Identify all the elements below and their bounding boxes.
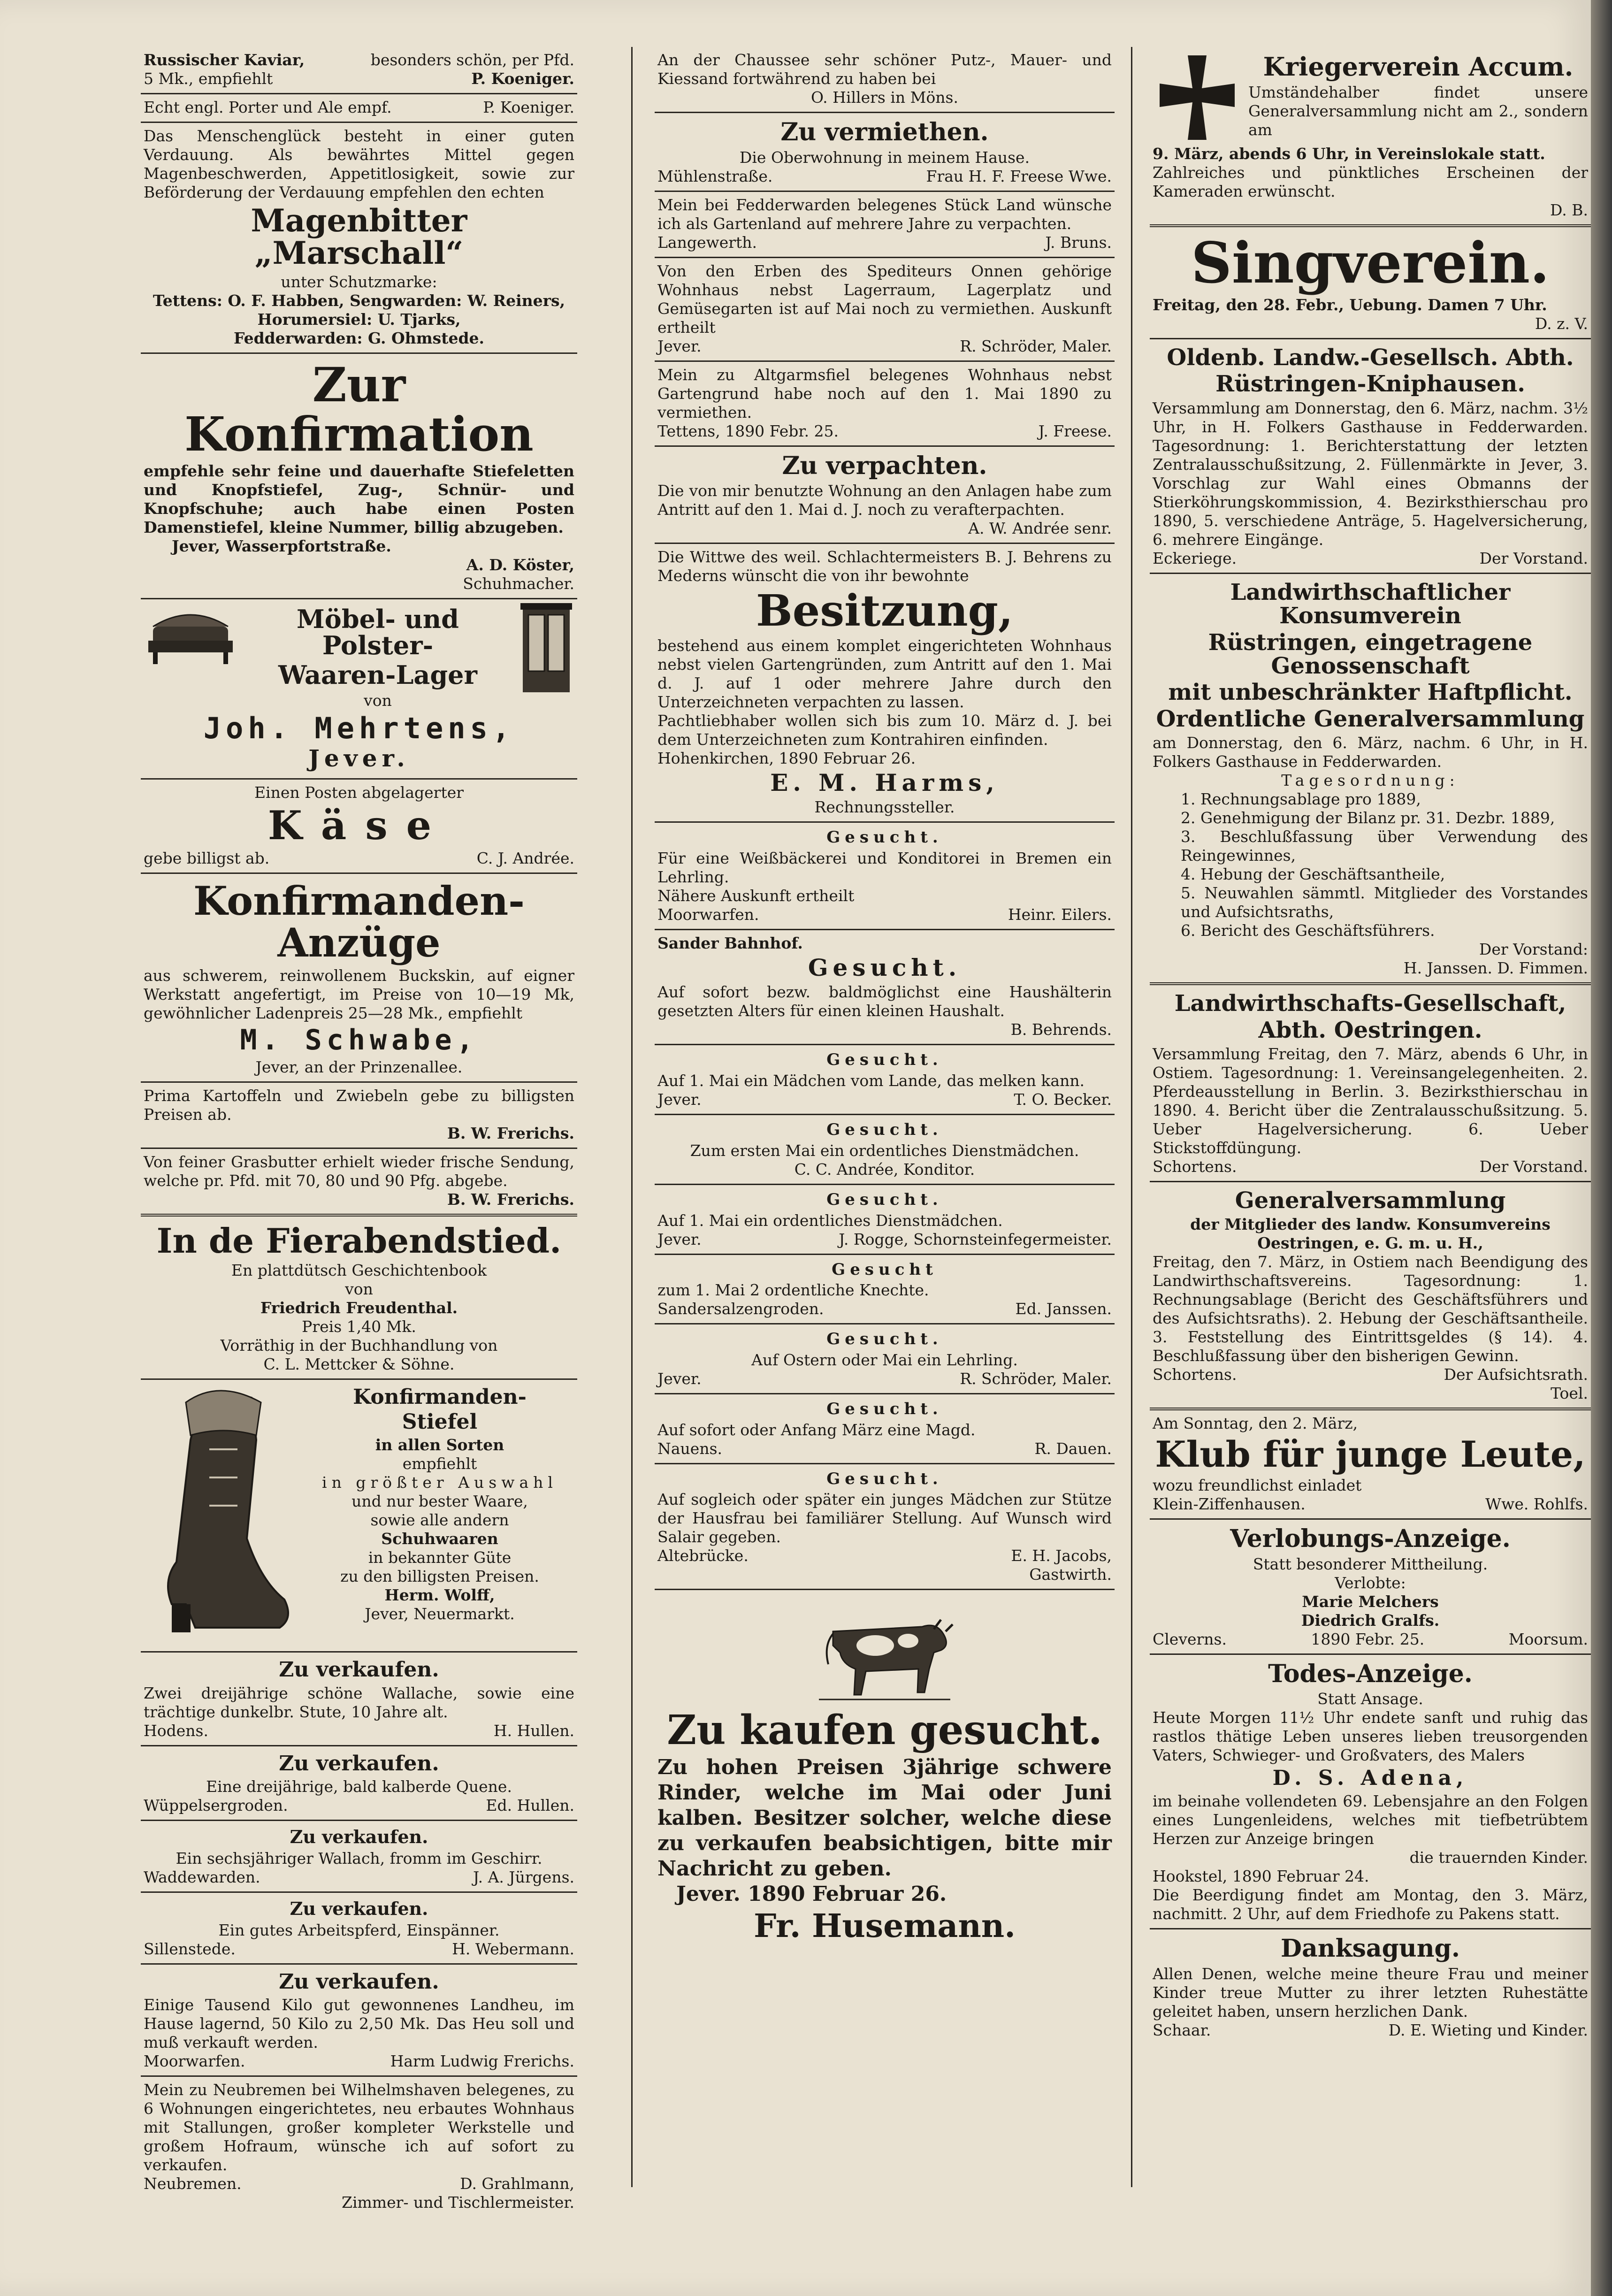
ad-text: Ein sechsjähriger Wallach, fromm im Geschirr. (176, 1849, 542, 1867)
ad-title: mit unbeschränkter Haftpflicht. (1168, 679, 1573, 706)
ad-land-fedderwarden (655, 192, 1115, 258)
ad-text: Rechnungssteller. (814, 798, 955, 817)
ad-danksagung (1150, 1929, 1591, 2044)
ad-signature: R. Dauen. (1034, 1439, 1112, 1458)
ad-gesucht-dienstmaedchen-rogge (655, 1185, 1115, 1255)
ad-text: Die Wittwe des weil. Schlachtermeisters B. J. Behrens zu Mederns wünscht die von ihr bewohnte (657, 548, 1112, 585)
ad-text: Hohenkirchen, 1890 Februar 26. (657, 749, 916, 767)
ad-verpachten-wohnung (655, 447, 1115, 544)
ad-todes-anzeige (1150, 1655, 1591, 1930)
ad-title: Konfirmanden- (353, 1385, 527, 1409)
ad-signature: J. Rogge, Schornsteinfegermeister. (839, 1230, 1112, 1248)
ad-text: Statt Ansage. (1317, 1690, 1423, 1708)
ad-signature: H. Janssen. D. Fimmen. (1403, 959, 1588, 978)
ad-verkaufen-landheu (141, 1965, 577, 2077)
ad-title: Besitzung, (756, 585, 1013, 636)
ad-signature: P. Koeniger. (471, 69, 574, 88)
ad-text: Klein-Ziffenhausen. (1153, 1495, 1306, 1514)
ad-text: Jever. (657, 1369, 702, 1388)
ad-text: Für eine Weißbäckerei und Konditorei in Bremen ein Lehrling. (657, 849, 1112, 886)
ad-text: Freitag, den 28. Febr., Uebung. Damen 7 Uhr. (1153, 296, 1547, 314)
ad-text: Zwei dreijährige schöne Wallache, sowie eine trächtige dunkelbr. Stute, 10 Jahre alt. (144, 1684, 574, 1721)
ad-signature: Frau H. F. Freese Wwe. (926, 167, 1112, 185)
ad-text: Die Beerdigung findet am Montag, den 3. März, nachmitt. 2 Uhr, auf dem Friedhofe zu Pakens statt. (1153, 1886, 1588, 1923)
ad-moebel (141, 599, 577, 780)
ad-title: Landwirthschaftlicher Konsumverein (1230, 579, 1511, 629)
ad-signature: Herm. Wolff, (384, 1585, 495, 1604)
ad-text: Jever, Neuermarkt. (365, 1604, 515, 1623)
ad-text: Wüppelsergroden. (144, 1796, 288, 1814)
ad-list-item: 3. Beschlußfassung über Verwendung des Reingewinnes, (1181, 827, 1588, 865)
ad-title: Klub für junge Leute, (1155, 1433, 1586, 1476)
ad-konfirmation (141, 354, 577, 599)
ad-text: in allen Sorten (375, 1435, 504, 1454)
ad-wohnhaus-neubremen (141, 2077, 577, 2217)
ad-text: 1890 Febr. 25. (1311, 1630, 1425, 1648)
ad-title: Stiefel (402, 1409, 478, 1434)
ad-signature: Der Vorstand. (1479, 549, 1588, 567)
ad-signature: D. z. V. (1535, 314, 1588, 333)
ad-besitzung (655, 544, 1115, 823)
ad-text: Altebrücke. (657, 1546, 749, 1565)
ad-title: Gesucht. (826, 1190, 943, 1209)
ad-text: Tettens: O. F. Habben, Sengwarden: W. Reiners, (153, 291, 565, 310)
ad-landw-gesellschaft-oestringen (1150, 985, 1591, 1182)
ad-title: Zu verkaufen. (279, 1751, 439, 1776)
ad-title: Zu verkaufen. (290, 1898, 428, 1919)
ad-title: Zu verpachten. (782, 451, 987, 480)
ad-signature: Ed. Janssen. (1015, 1300, 1112, 1318)
ad-title: Rüstringen, eingetragene Genossenschaft (1208, 629, 1533, 679)
ad-title: Abth. Oestringen. (1258, 1017, 1482, 1043)
ad-text: wozu freundlichst einladet (1153, 1476, 1362, 1495)
ad-text: Von feiner Grasbutter erhielt wieder frische Sendung, welche pr. Pfd. mit 70, 80 und 90 Pfg. abgebe. (144, 1152, 574, 1190)
ad-text: Mühlenstraße. (657, 167, 773, 185)
ad-text: Preis 1,40 Mk. (302, 1317, 416, 1336)
ad-gesucht-knechte (655, 1255, 1115, 1325)
ad-signature: J. A. Jürgens. (473, 1867, 574, 1886)
ad-verkaufen-wallache (141, 1653, 577, 1746)
ad-signature: A. D. Köster, (466, 555, 574, 574)
ad-text: Einen Posten abgelagerter (254, 783, 464, 802)
ad-text: empfehle sehr feine und dauerhafte Stiefeletten und Knopfstiefel, Zug-, Schnür- und Knopfschuhe; auch habe einen Posten Damenstiefel, kleine Nummer, billig abzugeben. (144, 461, 574, 536)
ad-text: Neubremen. (144, 2174, 242, 2193)
ad-text: in bekannter Güte (368, 1548, 512, 1567)
ad-signature: T. O. Becker. (1014, 1090, 1112, 1109)
ad-text: Schortens. (1153, 1157, 1237, 1176)
ad-title: Verlobungs-Anzeige. (1230, 1524, 1511, 1554)
ad-signature: D. Grahlmann, (460, 2174, 574, 2193)
ad-title: Todes-Anzeige. (1268, 1659, 1473, 1688)
ad-signature: Der Vorstand. (1479, 1157, 1588, 1176)
ad-signature: Harm Ludwig Frerichs. (390, 2051, 574, 2070)
iron-cross-icon (1153, 51, 1242, 145)
ad-text: am Donnerstag, den 6. März, nachm. 6 Uhr, in H. Folkers Gasthause in Fedderwarden. (1153, 734, 1588, 771)
ad-singverein (1150, 227, 1591, 339)
ad-title: Gesucht. (826, 1330, 943, 1349)
ad-text: zum 1. Mai 2 ordentliche Knechte. (657, 1281, 929, 1300)
ad-sander-bahnhof (655, 930, 1115, 1046)
ad-text: empfiehlt (402, 1454, 477, 1473)
ad-text: Die Oberwohnung in meinem Hause. (739, 148, 1030, 167)
ad-text: Auf Ostern oder Mai ein Lehrling. (751, 1350, 1018, 1369)
ad-verkaufen-quene (141, 1746, 577, 1821)
ad-text: besonders schön, per Pfd. (370, 51, 574, 69)
ad-text: Sillenstede. (144, 1939, 236, 1958)
ad-text: Schaar. (1153, 2021, 1211, 2040)
ad-title: Gesucht. (826, 828, 943, 847)
ad-text: Prima Kartoffeln und Zwiebeln gebe zu billigsten Preisen ab. (144, 1086, 574, 1124)
ad-list-item: 5. Neuwahlen sämmtl. Mitglieder des Vorstandes und Aufsichtsraths, (1181, 884, 1588, 921)
ad-title: Gesucht. (826, 1120, 943, 1140)
ad-text: Auf 1. Mai ein Mädchen vom Lande, das melken kann. (657, 1071, 1085, 1090)
ad-text: Eine dreijährige, bald kalberde Quene. (206, 1777, 512, 1796)
ad-signature: J. Bruns. (1045, 233, 1112, 252)
ad-grasbutter (141, 1149, 577, 1217)
ad-text: Umständehalber findet unsere Generalversammlung nicht am 2., sondern am (1248, 83, 1588, 139)
ad-title: Zu verkaufen. (290, 1826, 428, 1847)
ad-text: Jever. 1890 Februar 26. (676, 1882, 947, 1906)
ad-list-item: 6. Bericht des Geschäftsführers. (1181, 921, 1435, 940)
ad-text: Zimmer- und Tischlermeister. (342, 2193, 574, 2212)
ad-verkaufen-arbeitspferd (141, 1893, 577, 1965)
ad-text: Tettens, 1890 Febr. 25. (657, 421, 839, 440)
ad-text: Auf sogleich oder später ein junges Mädchen zur Stütze der Hausfrau bei familiärer Stellung. Auf Wunsch wird Salair gegeben. (657, 1490, 1112, 1546)
ad-kaese (141, 780, 577, 874)
ad-klub-junge-leute (1150, 1410, 1591, 1520)
ad-text: Die von mir benutzte Wohnung an den Anlagen habe zum Antritt auf den 1. Mai d. J. noch zu verafterpachten. (657, 482, 1112, 519)
ad-title: Joh. Mehrtens, (203, 711, 515, 745)
ad-text: Am Sonntag, den 2. März, (1153, 1414, 1358, 1433)
ad-text: Schortens. (1153, 1365, 1237, 1384)
ad-text: Moorwarfen. (657, 905, 759, 924)
ad-verkaufen-wallach (141, 1821, 577, 1893)
ad-text: Horumersiel: U. Tjarks, (257, 310, 461, 329)
ad-title: Russischer Kaviar, (144, 51, 305, 69)
ad-text: An der Chaussee sehr schöner Putz-, Mauer- und Kiessand fortwährend zu haben bei (657, 51, 1112, 88)
ad-gesucht-maedchen (655, 1045, 1115, 1115)
ad-title: Gesucht (832, 1260, 938, 1279)
ad-sand (655, 47, 1115, 113)
ad-signature: Heinr. Eilers. (1008, 905, 1112, 924)
ad-text: aus schwerem, reinwollenem Buckskin, auf eigner Werkstatt angefertigt, im Preise von 10—19 Mk, gewöhnlicher Ladenpreis 25—28 Mk., empfiehlt (144, 966, 574, 1022)
ad-text: im beinahe vollendeten 69. Lebensjahre an den Folgen eines Lungenleidens, welches mit tiefbetrübtem Herzen zur Anzeige bringen (1153, 1792, 1588, 1848)
ad-text: Zum ersten Mai ein ordentliches Dienstmädchen. (690, 1141, 1079, 1160)
ad-text: Gastwirth. (1029, 1565, 1112, 1584)
ad-signature: R. Schröder, Maler. (960, 1369, 1112, 1388)
ad-text: Von den Erben des Spediteurs Onnen gehörige Wohnhaus nebst Lagerraum, Lagerplatz und Gemüsegarten ist auf Mai noch zu vermiethen. Auskunft ertheilt (657, 261, 1112, 337)
ad-signature: Fr. Husemann. (754, 1907, 1016, 1945)
sofa-icon (144, 603, 237, 669)
ad-signature: E. H. Jacobs, (1011, 1546, 1112, 1565)
ad-text: Mein bei Fedderwarden belegenes Stück Land wünsche ich als Gartenland auf mehrere Jahre zu verpachten. (657, 195, 1112, 233)
ad-signature: D. B. (1550, 201, 1588, 219)
ad-gesucht-dienstmaedchen-andree (655, 1115, 1115, 1185)
ad-signature: E. M. Harms, (770, 768, 999, 796)
ad-text: Sandersalzengroden. (657, 1300, 824, 1318)
ad-signature: C. J. Andrée. (476, 849, 574, 868)
ad-text: von (345, 1280, 373, 1299)
ad-signature: Ed. Hullen. (486, 1796, 574, 1814)
ad-text: D. S. Adena, (1272, 1766, 1468, 1791)
column-rule (631, 47, 633, 2187)
ad-text: Tagesordnung: (1281, 771, 1459, 790)
ad-wohnhaus-onnen (655, 258, 1115, 362)
ad-signature: R. Schröder, Maler. (960, 337, 1112, 355)
column-right (1150, 47, 1591, 2187)
ad-title: Magenbitter „Marschall“ (251, 202, 467, 272)
ad-text: Mein zu Neubremen bei Wilhelmshaven belegenes, zu 6 Wohnungen eingerichtetes, neu erbautes Wohnhaus mit Stallungen, großer kompleter Werkstelle und großem Hofraum, wünsche ich auf sofort zu verkaufen. (144, 2080, 574, 2174)
ad-text: Versammlung Freitag, den 7. März, abends 6 Uhr, in Ostiem. Tagesordnung: 1. Vereinsangelegenheiten. 2. Pferdeausstellung in Berlin. 3. Bezirksthierschau in 1890. 4. Bericht über die Zentralausschußsitzung. 5. Ueber Hagelversicherung. 6. Ueber Stickstoffdüngung. (1153, 1044, 1588, 1157)
column-middle (655, 47, 1115, 2187)
ad-generalversammlung-oestringen (1150, 1182, 1591, 1410)
ad-text: Statt besonderer Mittheilung. (1253, 1554, 1488, 1573)
ad-text: 5 Mk., empfiehlt (144, 69, 273, 88)
ad-title: Zu vermiethen. (780, 118, 989, 146)
ad-text: Friedrich Freudenthal. (260, 1299, 458, 1317)
ad-signature: Toel. (1551, 1384, 1588, 1403)
ad-text: Jever, an der Prinzenallee. (255, 1057, 463, 1076)
ad-text: Marie Melchers (1302, 1592, 1439, 1611)
ad-text: unter Schutzmarke: (281, 272, 437, 291)
ad-text: der Mitglieder des landw. Konsumvereins Oestringen, e. G. m. u. H., (1190, 1215, 1551, 1253)
ad-gesucht-lehrling-schroeder (655, 1324, 1115, 1394)
ad-kaviar (141, 47, 577, 94)
ad-signature: die trauernden Kinder. (1409, 1848, 1588, 1867)
ad-signature: B. Behrends. (1010, 1020, 1112, 1039)
ad-title: Gesucht. (826, 1050, 943, 1070)
ad-text: Auf sofort bezw. baldmöglichst eine Haushälterin gesetzten Alters für einen kleinen Haushalt. (657, 983, 1112, 1020)
ad-zu-kaufen-gesucht (655, 1590, 1115, 1951)
ad-gesucht-lehrling-bremen (655, 823, 1115, 930)
ad-title: Rüstringen-Kniphausen. (1215, 371, 1525, 398)
ad-text: Vorräthig in der Buchhandlung von (220, 1336, 498, 1355)
ad-kartoffeln (141, 1083, 577, 1149)
boot-icon (144, 1384, 298, 1646)
ad-text: gebe billigst ab. (144, 849, 270, 868)
ad-signature: Wwe. Rohlfs. (1485, 1495, 1588, 1514)
ad-text: Eckeriege. (1153, 549, 1237, 567)
ad-text: bestehend aus einem komplet eingerichteten Wohnhaus nebst vielen Gartengründen, zum Antritt auf den 1. Mai d. J. auf 1 oder mehrere Jahre durch den Unterzeichneten verpachten zu lassen. (657, 636, 1112, 711)
ad-signature: Der Aufsichtsrath. (1444, 1365, 1588, 1384)
ad-title: In de Fierabendstied. (156, 1220, 562, 1261)
ad-text: Diedrich Gralfs. (1301, 1611, 1440, 1630)
ad-text: Versammlung am Donnerstag, den 6. März, nachm. 3½ Uhr, in H. Folkers Gasthause in Fedderwarden. Tagesordnung: 1. Berichterstattung der letzten Zentralausschußsitzung, 2. Füllenmärkte in Jever, 3. Vorschlag zur Wahl eines Obmanns der Stierköhrungskommission, 4. Bezirksthierschau pro 1890, 5. verschiedene Anträge, 5. Hagelversicherung, 6. mehrere Eingänge. (1153, 398, 1588, 549)
ad-signature: D. E. Wieting und Kinder. (1388, 2021, 1588, 2040)
ad-text: Sander Bahnhof. (657, 934, 803, 952)
ad-signature: C. C. Andrée, Konditor. (794, 1160, 975, 1179)
ad-title: Ordentliche Generalversammlung (1156, 705, 1585, 732)
ad-signature: B. W. Frerichs. (447, 1190, 574, 1209)
column-left (141, 47, 577, 2212)
ad-text: zu den billigsten Preisen. (340, 1567, 539, 1585)
page-edge (1591, 0, 1612, 2296)
ad-text: Heute Morgen 11½ Uhr endete sanft und ruhig das rastlos thätige Leben unseres lieben treusorgenden Vaters, Schwieger- und Großvaters, des Malers (1153, 1708, 1588, 1765)
ad-title: Gesucht. (826, 1469, 943, 1488)
ad-title: Singverein. (1191, 230, 1550, 296)
ad-title: Zu kaufen gesucht. (667, 1707, 1102, 1754)
ad-text: Einige Tausend Kilo gut gewonnenes Landheu, im Hause lagernd, 50 Kilo zu 2,50 Mk. Das Heu soll und muß verkauft werden. (144, 1995, 574, 2051)
ad-text: Auf 1. Mai ein ordentliches Dienstmädchen. (657, 1211, 1003, 1230)
ad-title: Konfirmanden-Anzüge (193, 878, 525, 966)
ad-title: Gesucht. (826, 1399, 943, 1418)
ad-title: Möbel- und Polster- (297, 604, 459, 661)
ad-text: Schuhwaaren (381, 1529, 498, 1548)
ad-title: Zu verkaufen. (279, 1658, 439, 1682)
ad-signature: H. Webermann. (452, 1939, 574, 1958)
ad-text: 9. März, abends 6 Uhr, in Vereinslokale statt. (1153, 145, 1545, 163)
ad-konsumverein-ruestringen (1150, 574, 1591, 985)
column-rule (1131, 47, 1132, 2187)
ad-text: sowie alle andern (370, 1510, 509, 1529)
ad-signature: B. W. Frerichs. (447, 1124, 574, 1142)
ad-verlobung (1150, 1520, 1591, 1655)
ad-text: Zu hohen Preisen 3jährige schwere Rinder, welche im Mai oder Juni kalben. Besitzer solcher, welche diese zu verkaufen beabsichtigen, bitte mir Nachricht zu geben. (657, 1755, 1112, 1881)
ad-gesucht-junges-maedchen (655, 1464, 1115, 1591)
ad-text: Schuhmacher. (463, 574, 574, 593)
ad-text: Fedderwarden: G. Ohmstede. (233, 329, 485, 347)
ad-signature: C. L. Mettcker & Söhne. (263, 1355, 455, 1374)
ad-signature: A. W. Andrée senr. (968, 519, 1112, 538)
ad-landw-gesellsch-ruestringen (1150, 339, 1591, 574)
ad-list-item: 1. Rechnungsablage pro 1889, (1181, 790, 1421, 809)
ad-fierabendstied (141, 1217, 577, 1380)
ad-signature: J. Freese. (1038, 421, 1112, 440)
cow-icon (814, 1594, 955, 1707)
ad-text: Jever. (657, 1090, 702, 1109)
ad-gesucht-magd (655, 1394, 1115, 1464)
ad-text: Zahlreiches und pünktliches Erscheinen der Kameraden erwünscht. (1153, 163, 1588, 200)
ad-text: Jever. (657, 1230, 702, 1248)
ad-text: Das Menschenglück besteht in einer guten Verdauung. Als bewährtes Mittel gegen Magenbeschwerden, Appetitlosigkeit, sowie zur Beförderung der Verdauung empfehlen den echten (144, 127, 574, 201)
ad-signature: O. Hillers in Möns. (811, 88, 958, 107)
ad-text: und nur bester Waare, (351, 1492, 528, 1510)
cabinet-icon (518, 603, 574, 697)
ad-vermiethen-oberwohnung (655, 113, 1115, 192)
ad-porter (141, 94, 577, 123)
ad-title: M. Schwabe, (240, 1023, 478, 1056)
ad-title: Waaren-Lager (278, 659, 477, 690)
ad-konfirmanden-stiefel (141, 1380, 577, 1653)
ad-text: Echt engl. Porter und Ale empf. (144, 98, 392, 116)
ad-title: Landwirthschafts-Gesellschaft, (1174, 990, 1566, 1017)
ad-text: Nähere Auskunft ertheilt (657, 886, 855, 905)
ad-text: Nauens. (657, 1439, 723, 1458)
ad-text: Jever. (308, 744, 410, 772)
ad-title: Kriegerverein Accum. (1263, 52, 1574, 82)
ad-list-item: 2. Genehmigung der Bilanz pr. 31. Dezbr. 1889, (1181, 809, 1555, 827)
ad-title: Käse (267, 802, 451, 849)
ad-text: En plattdütsch Geschichtenbook (231, 1261, 487, 1280)
ad-text: Langewerth. (657, 233, 757, 252)
ad-text: Allen Denen, welche meine theure Frau und meiner Kinder treue Mutter zu ihrer letzten Ruhestätte geleitet haben, unsern herzlichen Dank. (1153, 1965, 1588, 2021)
ad-title: Gesucht. (808, 953, 962, 981)
ad-kriegerverein (1150, 47, 1591, 227)
ad-text: Waddewarden. (144, 1867, 260, 1886)
ad-title: Generalversammlung (1235, 1187, 1506, 1214)
ad-title: Zur Konfirmation (184, 357, 534, 462)
ad-text: Jever, Wasserpfortstraße. (172, 536, 391, 555)
ad-title: Danksagung. (1280, 1934, 1460, 1963)
ad-signature: P. Koeniger. (483, 98, 574, 116)
ad-text: Moorwarfen. (144, 2051, 245, 2070)
ad-text: in größter Auswahl (322, 1473, 558, 1492)
ad-title: Oldenb. Landw.-Gesellsch. Abth. (1167, 344, 1574, 371)
ad-text: Moorsum. (1508, 1630, 1588, 1648)
ad-text: Auf sofort oder Anfang März eine Magd. (657, 1420, 976, 1439)
ad-list-item: 4. Hebung der Geschäftsantheile, (1181, 865, 1445, 884)
ad-text: Hookstel, 1890 Februar 24. (1153, 1867, 1369, 1886)
ad-text: Der Vorstand: (1479, 940, 1588, 959)
ad-text: Jever. (657, 337, 702, 355)
ad-text: Freitag, den 7. März, in Ostiem nach Beendigung des Landwirthschaftsvereins. Tagesordnung: 1. Rechnungsablage (Bericht des Geschäftsführers und des Aufsichtsraths). 2. Hebung der Geschäftsantheile. 3. Feststellung des Eintrittsgeldes (§ 14). 4. Beschlußfassung über den bisherigen Gewinn. (1153, 1253, 1588, 1365)
ad-text: von (364, 691, 392, 710)
ad-text: Cleverns. (1153, 1630, 1227, 1648)
ad-magenbitter (141, 123, 577, 354)
ad-title: Zu verkaufen. (279, 1969, 439, 1994)
ad-wohnhaus-altgarmsfiel (655, 362, 1115, 447)
ad-text: Verlobte: (1335, 1573, 1406, 1592)
ad-text: Pachtliebhaber wollen sich bis zum 10. März d. J. bei dem Unterzeichneten zum Kontrahiren einfinden. (657, 711, 1112, 749)
ad-konfirmanden-anzuege (141, 874, 577, 1082)
ad-signature: H. Hullen. (493, 1721, 574, 1740)
ad-text: Ein gutes Arbeitspferd, Einspänner. (218, 1921, 500, 1939)
ad-text: Hodens. (144, 1721, 208, 1740)
ad-text: Mein zu Altgarmsfiel belegenes Wohnhaus nebst Gartengrund habe noch auf den 1. Mai 1890 zu vermiethen. (657, 365, 1112, 421)
